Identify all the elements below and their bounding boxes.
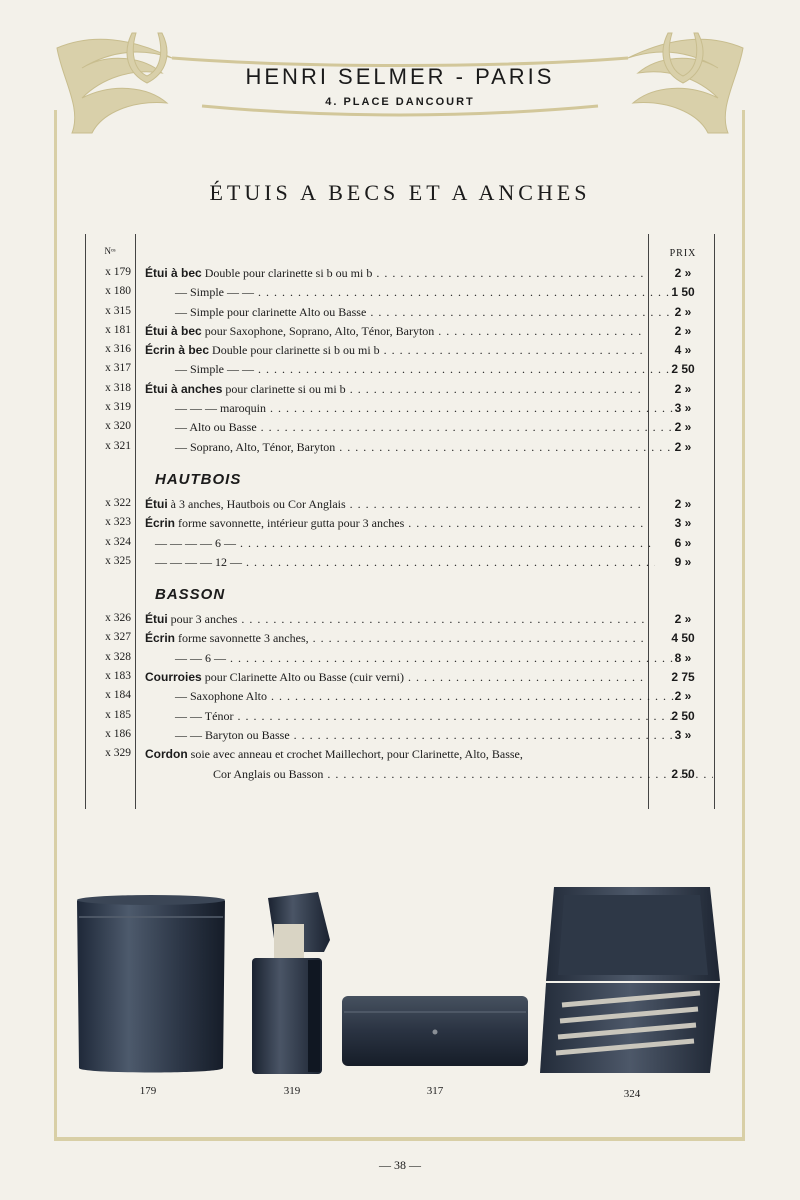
table-row: x 322 Étui à 3 anches, Hautbois ou Cor Anglais . . . 2 »	[85, 495, 715, 514]
table-row: x 324 — — — — 6 — . . . 6 »	[85, 534, 715, 553]
frame-left-border	[54, 110, 57, 1140]
table-row: x 321 — Soprano, Alto, Ténor, Baryton . . . 2 »	[85, 438, 715, 457]
table-row: x 183 Courroies pour Clarinette Alto ou Basse (cuir verni) . . . 2 75	[85, 668, 715, 687]
brand-name: HENRI SELMER - PARIS	[245, 64, 555, 89]
table-row: x 328 — — 6 — . . . 8 »	[85, 649, 715, 668]
table-row: x 316 Écrin à bec Double pour clarinette si b ou mi b . . . 4 »	[85, 341, 715, 360]
table-row: x 186 — — Baryton ou Basse . . . 3 »	[85, 726, 715, 745]
brand-address: 4. PLACE DANCOURT	[325, 96, 475, 108]
table-row: x 319 — — — maroquin . . . 3 »	[85, 399, 715, 418]
price-column-header: PRIX	[669, 248, 697, 259]
table-row: x 325 — — — — 12 — . . . 9 »	[85, 553, 715, 572]
table-rows	[85, 264, 715, 784]
table-row: x 315 — Simple pour clarinette Alto ou Basse . . . 2 »	[85, 303, 715, 322]
table-row: x 318 Étui à anches pour clarinette si ou mi b . . . 2 »	[85, 380, 715, 399]
product-caption-324: 324	[623, 1088, 641, 1100]
product-image-317	[340, 994, 530, 1075]
table-row: x 181 Étui à bec pour Saxophone, Soprano, Alto, Ténor, Baryton . . . 2 »	[85, 322, 715, 341]
table-row: Cor Anglais ou Basson . . . 2 50	[85, 765, 715, 784]
table-row: x 179 Étui à bec Double pour clarinette si b ou mi b . . . 2 »	[85, 264, 715, 283]
product-image-324	[540, 885, 724, 1082]
section-heading-hautbois: HAUTBOIS	[155, 470, 242, 488]
page-title: ÉTUIS A BECS ET A ANCHES	[209, 180, 591, 205]
table-row: x 184 — Saxophone Alto . . . 2 »	[85, 687, 715, 706]
price-table	[85, 234, 715, 809]
product-image-179	[75, 893, 227, 1080]
frame-right-border	[742, 110, 745, 1140]
page-number: — 38 —	[379, 1158, 421, 1172]
product-caption-179: 179	[139, 1085, 157, 1097]
table-row: x 326 Étui pour 3 anches . . . 2 »	[85, 610, 715, 629]
product-caption-317: 317	[426, 1085, 444, 1097]
product-image-319	[248, 890, 336, 1081]
table-row: x 329 Cordon soie avec anneau et crochet Maillechort, pour Clarinette, Alto, Basse,	[105, 747, 523, 762]
frame-bottom-border	[54, 1137, 745, 1141]
number-column-header: Nᵒˢ	[104, 246, 116, 256]
table-row: x 320 — Alto ou Basse . . . 2 »	[85, 418, 715, 437]
table-row: x 317 — Simple — — . . . 2 50	[85, 360, 715, 379]
product-caption-319: 319	[283, 1085, 301, 1097]
section-heading-basson: BASSON	[155, 586, 226, 604]
table-row: x 180 — Simple — — . . . 1 50	[85, 283, 715, 302]
table-row: x 323 Écrin forme savonnette, intérieur gutta pour 3 anches . . . 3 »	[85, 514, 715, 533]
table-row: x 327 Écrin forme savonnette 3 anches, . . . 4 50	[85, 629, 715, 648]
table-row: x 185 — — Ténor . . . 2 50	[85, 707, 715, 726]
